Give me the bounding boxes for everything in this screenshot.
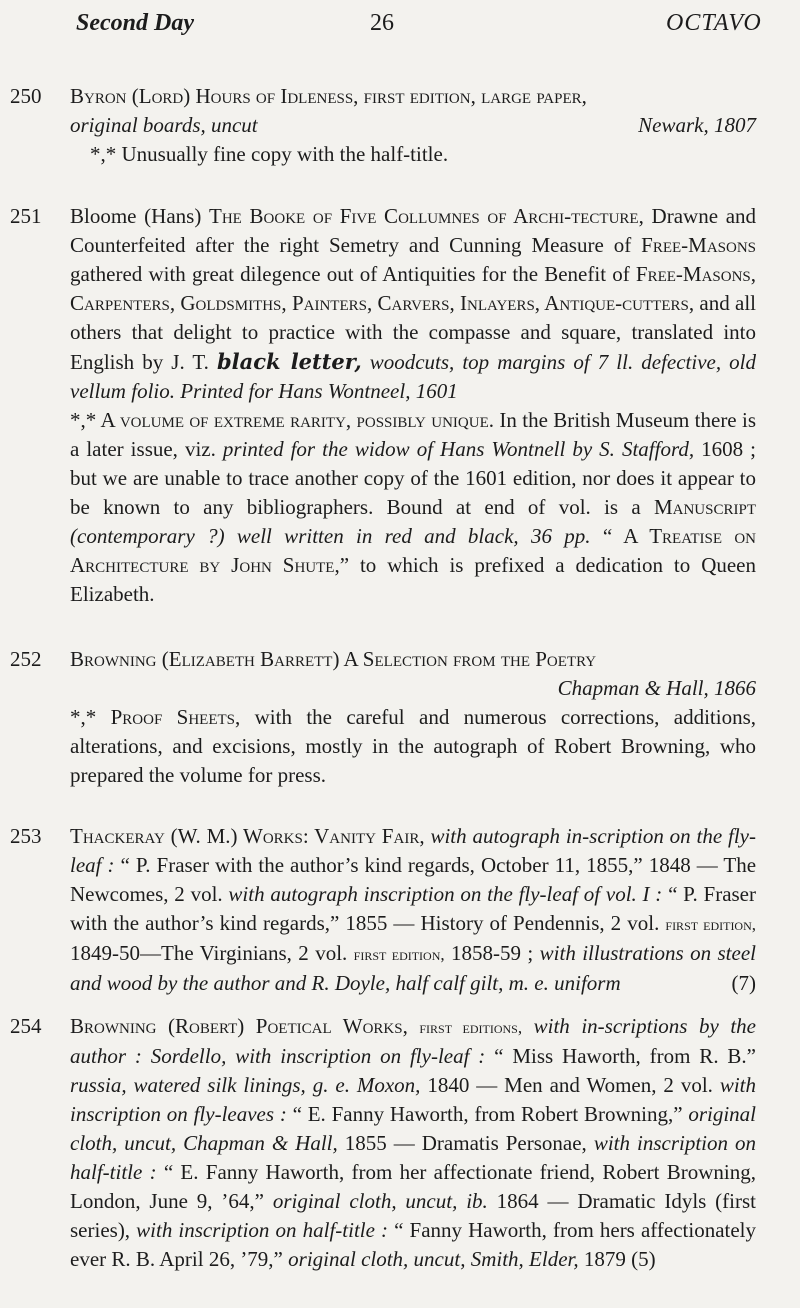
text-part: first edition, bbox=[353, 945, 445, 964]
lot-text bbox=[70, 822, 756, 998]
lot-number: 251 bbox=[10, 204, 42, 228]
lot-note bbox=[70, 406, 756, 609]
lot-count: (5) bbox=[631, 1247, 656, 1271]
note-part: printed for the widow of Hans Wontnell by S. Stafford, bbox=[222, 437, 695, 461]
lot-description bbox=[70, 822, 756, 998]
text-part: “ Fanny Haworth, from hers affectionately ever R. B. April 26, ’79,” bbox=[70, 1218, 756, 1271]
text-part: with autograph in-scription on the fly-leaf : bbox=[70, 824, 756, 877]
lot-title-line bbox=[70, 645, 756, 674]
text-part: “ E. Fanny Haworth, from Robert Browning,” bbox=[292, 1102, 683, 1126]
text-part: 1864 — Dramatic Idyls (first series), bbox=[70, 1189, 757, 1242]
page-number: 26 bbox=[370, 10, 394, 36]
text-part: with illustrations on steel and wood by the author and R. Doyle, half calf gilt, m. e. uniform bbox=[70, 941, 756, 995]
text-part: “ Miss Haworth, from R. B.” bbox=[494, 1044, 757, 1068]
note-part: “ A Treatise on Architecture by John Shute,” bbox=[70, 524, 757, 577]
imprint-text: Chapman & Hall, 1866 bbox=[557, 676, 756, 700]
lot-author: Bloome (Hans) bbox=[70, 204, 202, 228]
note-part: (contemporary ?) well written in red and black, 36 pp. bbox=[70, 524, 591, 548]
text-part: 1879 bbox=[583, 1247, 626, 1271]
lot-text-part: Free-Masons bbox=[641, 233, 757, 257]
text-part: “ P. Fraser with the author’s kind regards, October 11, 1855,” 1848 — The Newcomes, 2 vol. bbox=[70, 853, 757, 906]
lot-description bbox=[70, 645, 756, 790]
text-part: original cloth, uncut, Chapman & Hall, bbox=[70, 1102, 757, 1155]
lot-title-line: Byron (Lord) Hours of Idleness, first edition, large paper, bbox=[70, 84, 587, 108]
lot-text-part: and all others that delight to practice with the compasse and square, translated into English by J. T. bbox=[70, 291, 757, 374]
page-header bbox=[0, 10, 800, 50]
text-part: with inscription on half-title : bbox=[70, 1131, 757, 1184]
text-part: original cloth, uncut, Smith, Elder, bbox=[288, 1247, 579, 1271]
lot-count: (7) bbox=[731, 971, 756, 995]
note-part: In the British Museum there is a later issue, viz. bbox=[70, 408, 757, 461]
text-part: “ P. Fraser with the author’s kind regards,” 1855 — History of Pendennis, 2 vol. bbox=[70, 882, 757, 935]
lot-note bbox=[70, 703, 756, 790]
note-part: 1608 ; but we are unable to trace another copy of the 1601 edition, nor does it appear to be known to any bibliographers. Bound at end of vol. is a bbox=[70, 437, 757, 519]
lot-title: Browning (Elizabeth Barrett) A Selection from the Poetry bbox=[70, 647, 597, 671]
lot-number: 250 bbox=[10, 84, 42, 108]
header-day: Second Day bbox=[76, 10, 194, 36]
text-part: with inscription on fly-leaves : bbox=[70, 1073, 757, 1126]
lot-number: 253 bbox=[10, 824, 42, 848]
text-part: first edition, bbox=[665, 915, 757, 934]
binding-text: original boards, uncut bbox=[70, 113, 258, 137]
lot-text-part: Free-Masons, Carpenters, Goldsmiths, Painters, Carvers, Inlayers, Antique-cutters, bbox=[70, 262, 756, 315]
text-part: 1849-50—The Virginians, 2 vol. bbox=[70, 941, 348, 965]
text-part: Browning (Robert) Poetical Works, bbox=[70, 1014, 408, 1038]
text-part: with inscription on half-title : bbox=[136, 1218, 389, 1242]
text-part: with in-scriptions by the author : Sordello, with inscription on fly-leaf : bbox=[70, 1014, 756, 1068]
lot-text-part: Drawne and Counterfeited after the right Semetry and Cunning Measure of bbox=[70, 204, 757, 257]
lot-description bbox=[70, 82, 756, 169]
blackletter-text: black letter, bbox=[216, 349, 362, 374]
header-format: OCTAVO bbox=[666, 10, 762, 36]
lot-number: 254 bbox=[10, 1014, 42, 1038]
text-part: original cloth, uncut, ib. bbox=[272, 1189, 488, 1213]
note-part: with the careful and numerous corrections, additions, alterations, and excisions, mostly in the autograph of Robert Browning, who prepared the volume for press. bbox=[70, 705, 757, 787]
lot-note: *,* Unusually fine copy with the half-title. bbox=[90, 142, 449, 166]
lot-imprint-line bbox=[70, 674, 756, 703]
imprint-text: Newark, 1807 bbox=[638, 113, 756, 137]
lot-description bbox=[70, 202, 756, 609]
note-part: *,* Proof Sheets, bbox=[70, 705, 241, 729]
text-part: 1858-59 ; bbox=[451, 941, 534, 965]
text-part: with autograph inscription on the fly-leaf of vol. I : bbox=[228, 882, 663, 906]
lot-description bbox=[70, 1012, 756, 1274]
text-part: Thackeray (W. M.) Works: Vanity Fair, bbox=[70, 824, 425, 848]
text-part: russia, watered silk linings, g. e. Moxon, bbox=[70, 1073, 421, 1097]
lot-text-part: folio. Printed for Hans Wontneel, 1601 bbox=[131, 379, 458, 403]
lot-binding-line bbox=[70, 111, 756, 140]
lot-number: 252 bbox=[10, 647, 42, 671]
lot-text-part: woodcuts, top margins of 7 ll. defective, old vellum bbox=[70, 350, 757, 403]
text-part: first editions, bbox=[419, 1018, 523, 1037]
text-part: 1855 — Dramatis Personae, bbox=[344, 1131, 587, 1155]
note-part: *,* A volume of extreme rarity, possibly unique. bbox=[70, 408, 494, 432]
lot-title: The Booke of Five Collumnes of Archi-tecture, bbox=[209, 204, 644, 228]
lot-text bbox=[70, 202, 756, 406]
note-part: Manuscript bbox=[653, 495, 756, 519]
text-part: 1840 — Men and Women, 2 vol. bbox=[427, 1073, 713, 1097]
note-part: to which is prefixed a dedication to Queen Elizabeth. bbox=[70, 553, 757, 606]
lot-text-part: gathered with great dilegence out of Antiquities for the Benefit of bbox=[70, 262, 630, 286]
lot-text bbox=[70, 1012, 756, 1274]
text-part: “ E. Fanny Haworth, from her affectionate friend, Robert Browning, London, June 9, ’64,” bbox=[70, 1160, 756, 1213]
